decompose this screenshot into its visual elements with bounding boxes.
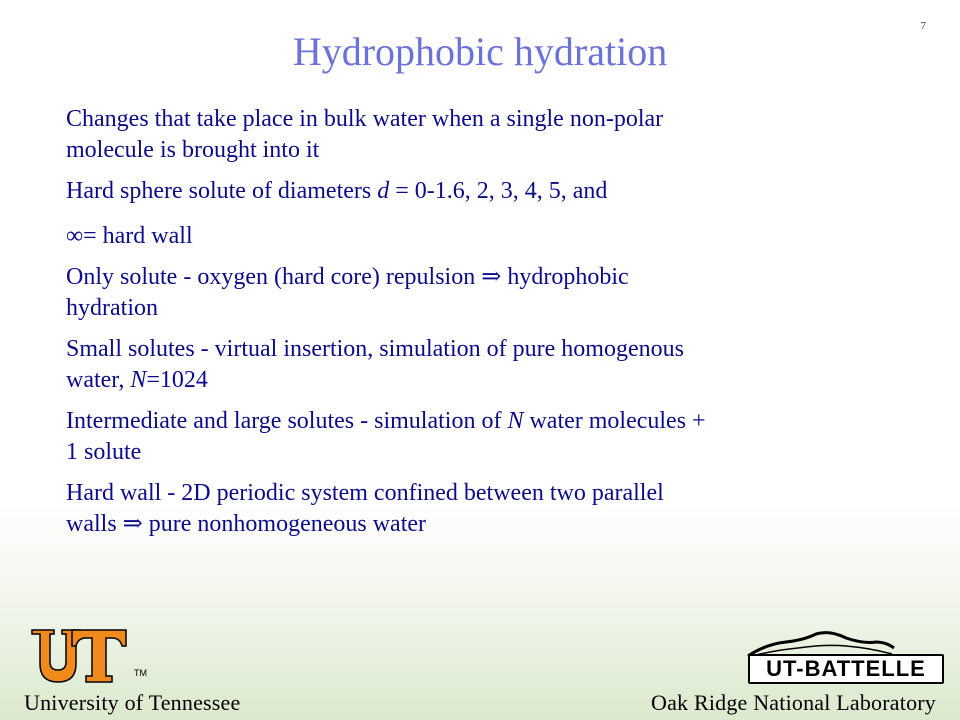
bullet-item <box>66 478 926 540</box>
bullet-line <box>66 176 926 207</box>
variable-d: d <box>377 178 390 204</box>
bullet-text: = 0-1.6, 2, 3, 4, 5, and <box>389 178 608 204</box>
bullet-line: walls ⇒ pure nonhomogeneous water <box>66 511 427 537</box>
bullet-item <box>66 406 926 468</box>
slide-number: 7 <box>920 20 926 32</box>
ornl-logo <box>636 630 936 716</box>
ut-battelle-badge: UT-BATTELLE <box>748 654 944 684</box>
bullet-item <box>66 262 926 324</box>
slide-title: Hydrophobic hydration <box>292 29 668 74</box>
bullet-item <box>66 176 926 252</box>
bullet-text: Intermediate and large solutes - simulation of <box>66 408 508 434</box>
bullet-item <box>66 334 926 396</box>
bullet-text: Hard sphere solute of diameters <box>66 178 378 204</box>
ut-logo <box>24 628 264 714</box>
ut-name: University of Tennessee <box>24 690 241 715</box>
bullet-line: ∞= hard wall <box>66 223 193 249</box>
bullet-line: 1 solute <box>66 439 142 465</box>
bullet-text: water, <box>66 367 131 393</box>
bullet-line: molecule is brought into it <box>66 137 320 163</box>
bullet-line <box>66 365 926 396</box>
ut-monogram-icon <box>28 628 128 684</box>
bullet-line: Small solutes - virtual insertion, simulation of pure homogenous <box>66 336 684 362</box>
variable-n: N <box>507 408 524 434</box>
bullet-text: water molecules + <box>523 408 706 434</box>
bullet-line <box>66 406 926 437</box>
bullet-text: =1024 <box>146 367 208 393</box>
bullet-line: hydration <box>66 295 158 321</box>
bullet-line: Changes that take place in bulk water when a single non-polar <box>66 106 664 132</box>
bullet-item <box>66 104 926 166</box>
bullet-line: Hard wall - 2D periodic system confined between two parallel <box>66 480 664 506</box>
variable-n: N <box>130 367 147 393</box>
ornl-name: Oak Ridge National Laboratory <box>651 690 936 715</box>
trademark-label: TM <box>134 668 147 678</box>
bullet-list <box>66 104 926 550</box>
bullet-line: Only solute - oxygen (hard core) repulsion ⇒ hydrophobic <box>66 264 629 290</box>
